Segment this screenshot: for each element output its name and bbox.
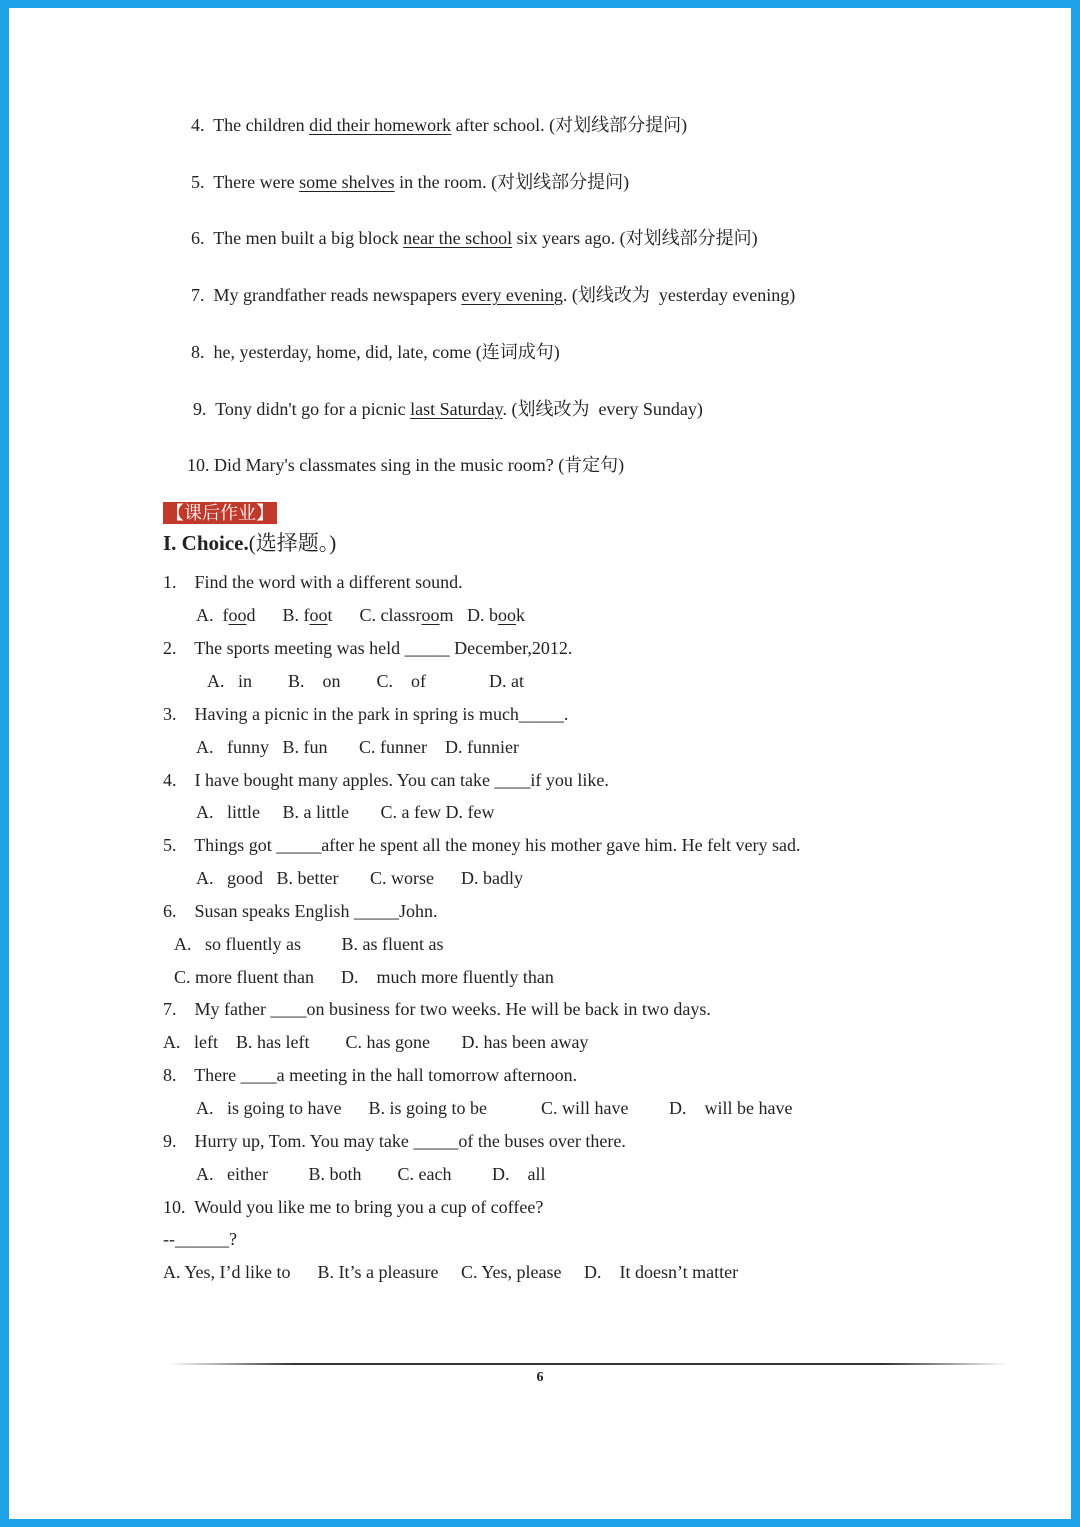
- exercise-number: 7.: [191, 285, 205, 305]
- question-7-options: [163, 1031, 588, 1053]
- question-text: The sports meeting was held _____ December,2012.: [194, 638, 573, 658]
- question-2-options: [207, 670, 524, 692]
- exercise-text-post: . (划线改为 yesterday evening): [562, 285, 796, 305]
- question-9: [163, 1130, 626, 1152]
- question-text: I have bought many apples. You can take ____if you like.: [194, 770, 609, 790]
- exercise-number: 4.: [191, 115, 205, 135]
- option-c: C. worse: [369, 868, 434, 888]
- exercise-underlined: near the school: [403, 228, 513, 248]
- question-4: [163, 769, 609, 791]
- option-d: D. has been away: [461, 1032, 589, 1052]
- option-c: C. Yes, please: [460, 1262, 562, 1282]
- option-c: C. classroom: [359, 605, 454, 625]
- homework-tag: 【课后作业】: [163, 502, 277, 524]
- exercise-text-post: . (划线改为 every Sunday): [502, 399, 703, 419]
- document-page: [9, 8, 1071, 1519]
- page-number: 6: [536, 1370, 544, 1385]
- question-5: [163, 834, 801, 856]
- option-c: C. will have: [541, 1098, 629, 1118]
- question-text: Having a picnic in the park in spring is much_____.: [194, 704, 569, 724]
- option-d: D. badly: [460, 868, 523, 888]
- question-number: 3.: [163, 704, 177, 724]
- exercise-text-post: after school. (对划线部分提问): [451, 115, 688, 135]
- exercise-text-pre: The men built a big block: [213, 228, 404, 248]
- question-10-options: [163, 1261, 738, 1283]
- option-a: A. so fluently as: [174, 934, 301, 954]
- option-a: A. funny: [196, 737, 269, 757]
- option-a: A. left: [163, 1032, 218, 1052]
- exercise-number: 6.: [191, 228, 205, 248]
- exercise-text-pre: My grandfather reads newspapers: [213, 285, 462, 305]
- question-4-options: [196, 801, 494, 823]
- option-d: D. It doesn’t matter: [584, 1262, 739, 1282]
- exercise-number: 5.: [191, 172, 205, 192]
- option-d: D. at: [489, 671, 525, 691]
- footer-rule: [169, 1363, 1009, 1365]
- exercise-text-post: six years ago. (对划线部分提问): [512, 228, 758, 248]
- option-a: A. Yes, I’d like to: [163, 1262, 291, 1282]
- option-a: A. food: [196, 605, 256, 625]
- option-b: B. both: [308, 1164, 362, 1184]
- exercise-text-pre: The children: [213, 115, 310, 135]
- option-b: B. foot: [282, 605, 333, 625]
- exercise-underlined: every evening: [461, 285, 563, 305]
- option-d: D. will be have: [669, 1098, 793, 1118]
- option-a: A. good: [196, 868, 263, 888]
- question-text: There ____a meeting in the hall tomorrow afternoon.: [194, 1065, 578, 1085]
- option-b: B. a little: [282, 802, 349, 822]
- question-2: [163, 637, 572, 659]
- exercise-text-pre: Tony didn't go for a picnic: [215, 399, 411, 419]
- question-number: 8.: [163, 1065, 177, 1085]
- question-7: [163, 998, 711, 1020]
- option-a: A. is going to have: [196, 1098, 342, 1118]
- option-c: C. each: [397, 1164, 452, 1184]
- section-heading: [163, 530, 336, 556]
- question-3-options: [196, 736, 519, 758]
- option-d: D. funnier: [444, 737, 519, 757]
- option-c: C. funner: [359, 737, 427, 757]
- option-b: B. as fluent as: [341, 934, 444, 954]
- question-text: Things got _____after he spent all the money his mother gave him. He felt very sad.: [194, 835, 801, 855]
- option-b: B. It’s a pleasure: [317, 1262, 439, 1282]
- exercise-underlined: did their homework: [309, 115, 452, 135]
- question-text: Would you like me to bring you a cup of coffee?: [194, 1197, 544, 1217]
- question-10-reply: --______?: [163, 1229, 237, 1249]
- exercise-number: 9.: [193, 399, 207, 419]
- question-6-options-row2: [174, 966, 554, 988]
- option-d: D. much more fluently than: [340, 967, 554, 987]
- option-d: D. book: [467, 605, 526, 625]
- option-c: C. a few D. few: [380, 802, 495, 822]
- option-c: C. more fluent than: [174, 967, 314, 987]
- exercise-text-pre: Did Mary's classmates sing in the music room? (肯定句): [214, 455, 625, 475]
- question-1-options: [196, 604, 525, 626]
- question-text: My father ____on business for two weeks. He will be back in two days.: [194, 999, 711, 1019]
- question-10: [163, 1196, 543, 1218]
- exercise-text-post: in the room. (对划线部分提问): [394, 172, 630, 192]
- question-6: [163, 900, 438, 922]
- exercise-text-pre: There were: [213, 172, 300, 192]
- option-b: B. on: [288, 671, 341, 691]
- question-number: 6.: [163, 901, 177, 921]
- exercise-number: 10.: [187, 455, 210, 475]
- question-number: 10.: [163, 1197, 186, 1217]
- option-b: B. better: [276, 868, 339, 888]
- question-number: 2.: [163, 638, 177, 658]
- option-b: B. fun: [282, 737, 328, 757]
- section-title: I. Choice.: [163, 531, 249, 555]
- question-text: Susan speaks English _____John.: [194, 901, 438, 921]
- exercise-text-pre: he, yesterday, home, did, late, come (连词成句): [213, 342, 560, 362]
- exercise-underlined: some shelves: [299, 172, 395, 192]
- option-b: B. has left: [235, 1032, 310, 1052]
- question-6-options-row1: [174, 933, 443, 955]
- question-text: Hurry up, Tom. You may take _____of the buses over there.: [194, 1131, 626, 1151]
- exercise-number: 8.: [191, 342, 205, 362]
- option-b: B. is going to be: [368, 1098, 488, 1118]
- question-8-options: [196, 1097, 792, 1119]
- question-number: 4.: [163, 770, 177, 790]
- question-1: [163, 571, 463, 593]
- section-title-cn: (选择题。): [248, 531, 337, 555]
- question-number: 1.: [163, 572, 177, 592]
- option-a: A. either: [196, 1164, 268, 1184]
- option-d: D. all: [491, 1164, 546, 1184]
- option-c: C. has gone: [345, 1032, 430, 1052]
- question-text: Find the word with a different sound.: [194, 572, 463, 592]
- option-a: A. in: [207, 671, 252, 691]
- question-3: [163, 703, 568, 725]
- question-5-options: [196, 867, 523, 889]
- exercise-10: [169, 432, 624, 498]
- option-a: A. little: [196, 802, 260, 822]
- question-8: [163, 1064, 577, 1086]
- question-9-options: [196, 1163, 545, 1185]
- exercise-underlined: last Saturday: [410, 399, 503, 419]
- question-number: 7.: [163, 999, 177, 1019]
- question-number: 5.: [163, 835, 177, 855]
- question-number: 9.: [163, 1131, 177, 1151]
- option-c: C. of: [376, 671, 427, 691]
